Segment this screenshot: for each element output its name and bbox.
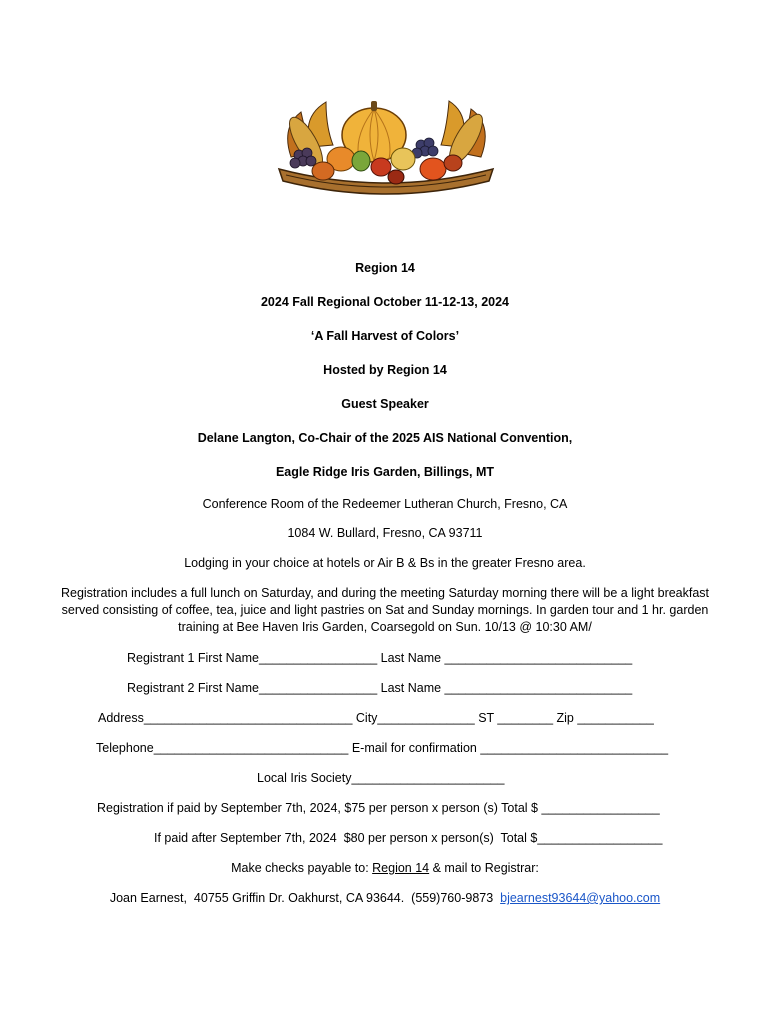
speaker-garden: Eagle Ridge Iris Garden, Billings, MT — [275, 465, 495, 479]
registrant-2-field: Registrant 2 First Name_________________ Last Name ___________________________ — [127, 681, 633, 695]
payment-prefix: Make checks payable to: — [231, 861, 373, 875]
guest-speaker-label: Guest Speaker — [341, 397, 429, 411]
telephone-email-field: Telephone____________________________ E-mail for confirmation ___________________________ — [96, 741, 669, 755]
registrar-details: Joan Earnest, 40755 Griffin Dr. Oakhurst, CA 93644. (559)760-9873 — [109, 891, 501, 905]
payment-instructions — [0, 861, 770, 876]
local-society-field: Local Iris Society______________________ — [257, 771, 505, 785]
early-fee-line: Registration if paid by September 7th, 2024, $75 per person x person (s) Total $ _________________ — [97, 801, 660, 815]
payee: Region 14 — [372, 861, 430, 875]
venue-place: Conference Room of the Redeemer Lutheran Church, Fresno, CA — [202, 497, 568, 511]
registrant-1-field: Registrant 1 First Name_________________ Last Name ___________________________ — [127, 651, 633, 665]
registration-info: Registration includes a full lunch on Saturday, and during the meeting Saturday morning there will be a light breakfast served consisting of coffee, tea, juice and light pastries on Sat and Sunday mornings. In garden tour and 1 hr. garden training at Bee Haven Iris Garden, Coarsegold on Sun. 10/13 @ 10:30 AM/ — [60, 586, 710, 634]
late-fee-line: If paid after September 7th, 2024 $80 per person x person(s) Total $__________________ — [154, 831, 663, 845]
event-host: Hosted by Region 14 — [323, 363, 447, 377]
address-field: Address______________________________ City______________ ST ________ Zip ___________ — [98, 711, 654, 725]
venue-address: 1084 W. Bullard, Fresno, CA 93711 — [287, 526, 483, 540]
payment-suffix: & mail to Registrar: — [429, 861, 539, 875]
registrar-contact — [0, 891, 770, 906]
region-title: Region 14 — [355, 261, 415, 275]
harvest-cornucopia-icon — [271, 97, 501, 200]
event-theme: ‘A Fall Harvest of Colors’ — [310, 329, 460, 343]
lodging-note: Lodging in your choice at hotels or Air B & Bs in the greater Fresno area. — [184, 556, 586, 570]
registrar-email-link[interactable]: bjearnest93644@yahoo.com — [500, 891, 661, 905]
guest-speaker-name: Delane Langton, Co-Chair of the 2025 AIS National Convention, — [197, 431, 573, 445]
event-dates: 2024 Fall Regional October 11-12-13, 2024 — [260, 295, 510, 309]
